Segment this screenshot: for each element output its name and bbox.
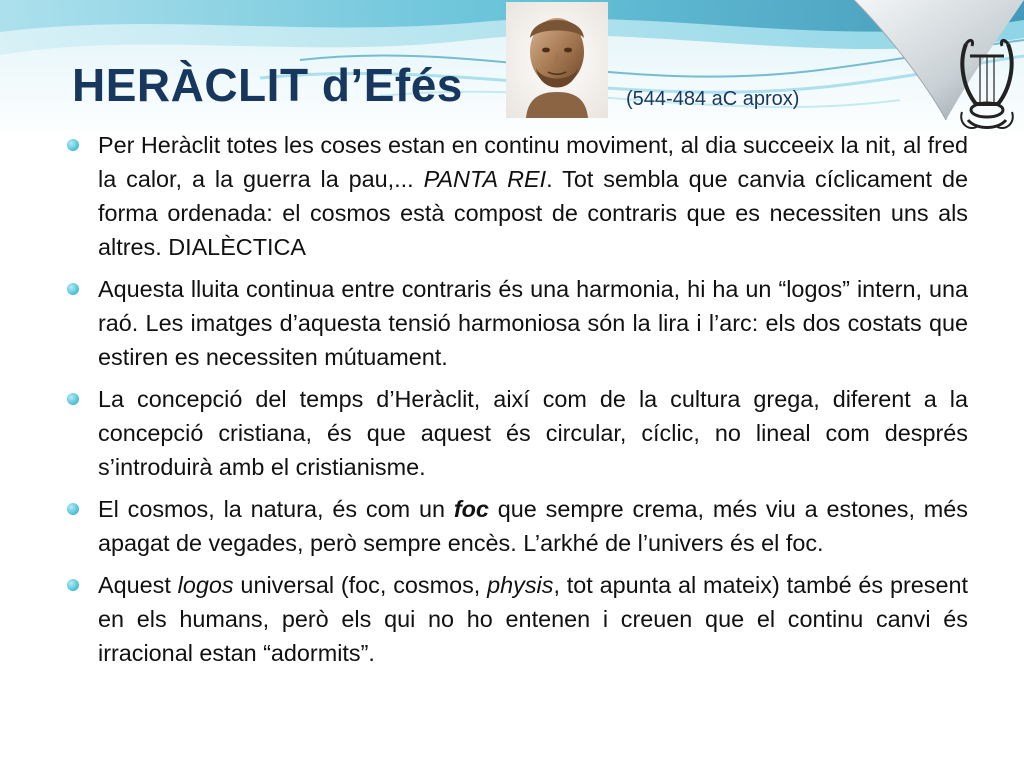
bullet-text xyxy=(98,496,968,556)
page-title: HERÀCLIT d’Efés xyxy=(72,59,463,111)
bullet-item xyxy=(62,382,968,484)
bullet-text-run: que sempre crema, més viu a estones, més apagat de vegades, però sempre encès. L’arkhé de l’univers és el foc. xyxy=(98,496,968,556)
bullet-icon xyxy=(67,283,79,295)
bullet-icon xyxy=(67,503,79,515)
bullet-text-run: Aquest xyxy=(98,572,178,598)
bullet-text-run: Aquesta lluita continua entre contraris és una harmonia, hi ha un “logos” intern, una raó. Les imatges d’aquesta tensió harmoniosa són la lira i l’arc: els dos costats que estiren es necessiten mútuament. xyxy=(98,276,968,370)
bullet-item xyxy=(62,128,968,264)
bullet-text-run: universal (foc, cosmos, xyxy=(233,572,488,598)
bullet-item xyxy=(62,272,968,374)
bullet-icon xyxy=(67,579,79,591)
bullet-text-run: El cosmos, la natura, és com un xyxy=(98,496,454,522)
bullet-text-run: foc xyxy=(453,496,489,522)
bullet-text-run: , tot apunta al mateix) també és present en els humans, però els qui no ho entenen i creuen que el continu canvi és irracional estan “adormits”. xyxy=(98,572,968,666)
bullet-item xyxy=(62,492,968,560)
bullet-text-run: physis xyxy=(487,572,554,598)
lyre-icon xyxy=(956,34,1018,134)
bullet-text-run: . Tot sembla que canvia cíclicament de forma ordenada: el cosmos està compost de contraris que es necessiten uns als altres. DIALÈCTICA xyxy=(98,166,968,260)
bullet-item xyxy=(62,568,968,670)
bullet-text-run: logos xyxy=(177,572,234,598)
bullet-text xyxy=(98,132,968,260)
life-dates: (544-484 aC aprox) xyxy=(626,88,800,110)
bullet-text-run: La concepció del temps d’Heràclit, així com de la cultura grega, diferent a la concepció cristiana, és que aquest és circular, cíclic, no lineal com després s’introduirà amb el cristianisme. xyxy=(98,386,968,480)
bullet-text-run: Per Heràclit totes les coses estan en continu moviment, al dia succeeix la nit, al fred la calor, a la guerra la pau,... xyxy=(98,132,968,192)
bullet-icon xyxy=(67,139,79,151)
bullet-icon xyxy=(67,393,79,405)
heraclitus-bust-image xyxy=(506,2,608,118)
bullet-text xyxy=(98,276,968,370)
bullet-text xyxy=(98,386,968,480)
bullet-text-run: PANTA REI xyxy=(423,166,547,192)
bullet-list xyxy=(62,128,968,678)
bullet-text xyxy=(98,572,968,666)
